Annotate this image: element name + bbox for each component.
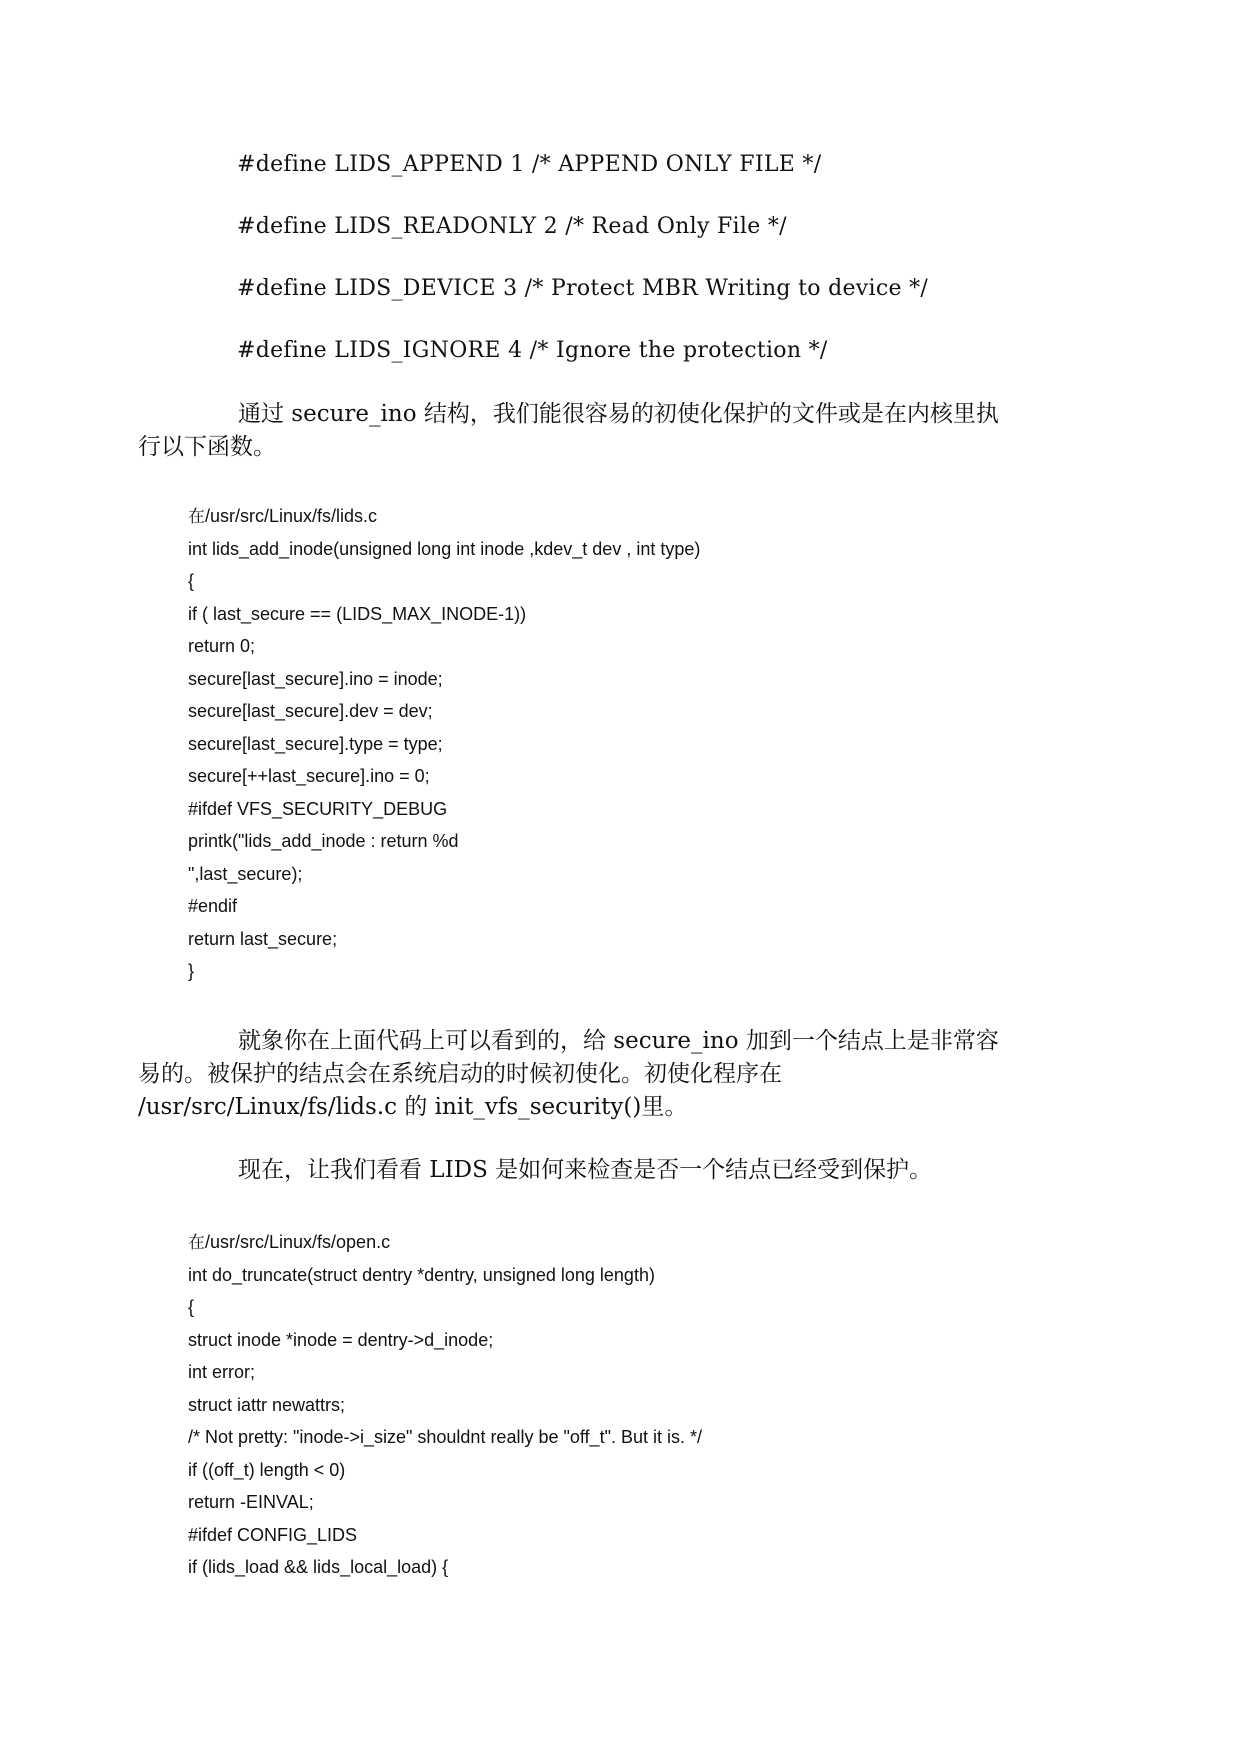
code-line: struct iattr newattrs;	[188, 1394, 346, 1415]
source-path: /usr/src/Linux/fs/lids.c	[205, 506, 378, 526]
code-line: return -EINVAL;	[188, 1492, 314, 1512]
source-prefix: 在	[188, 1233, 205, 1253]
code-line: #ifdef VFS_SECURITY_DEBUG	[188, 798, 448, 819]
define-block	[237, 150, 928, 398]
code-line: return last_secure;	[188, 928, 338, 949]
code-line: if (lids_load && lids_local_load) {	[188, 1557, 449, 1577]
code-block-lids	[188, 500, 700, 988]
source-path: /usr/src/Linux/fs/open.c	[205, 1232, 391, 1252]
code-line: if ( last_secure == (LIDS_MAX_INODE-1))	[188, 603, 527, 624]
code-line: struct inode *inode = dentry->d_inode;	[188, 1329, 494, 1350]
code-line: int lids_add_inode(unsigned long int inode ,kdev_t dev , int type)	[188, 538, 701, 559]
code-line: /* Not pretty: "inode->i_size" shouldnt really be "off_t". But it is. */	[188, 1427, 702, 1447]
source-prefix: 在	[188, 507, 205, 527]
code-line: if ((off_t) length < 0)	[188, 1459, 346, 1480]
define-line: #define LIDS_IGNORE 4 /* Ignore the protection */	[237, 338, 828, 363]
code-source-path	[188, 1226, 702, 1259]
paragraph-line: /usr/src/Linux/fs/lids.c 的 init_vfs_security()里。	[138, 1094, 688, 1120]
code-line: secure[last_secure].type = type;	[188, 733, 443, 754]
code-line: {	[188, 571, 195, 591]
code-line: secure[last_secure].ino = inode;	[188, 668, 443, 689]
code-line: int do_truncate(struct dentry *dentry, unsigned long length)	[188, 1264, 655, 1285]
define-line: #define LIDS_APPEND 1 /* APPEND ONLY FILE */	[237, 152, 822, 177]
paragraph-intro	[138, 398, 1058, 464]
paragraph-line: 现在，让我们看看 LIDS 是如何来检查是否一个结点已经受到保护。	[238, 1157, 933, 1183]
define-line: #define LIDS_DEVICE 3 /* Protect MBR Writing to device */	[237, 276, 929, 301]
code-line: #ifdef CONFIG_LIDS	[188, 1524, 358, 1545]
code-line: ",last_secure);	[188, 863, 303, 884]
paragraph-line: 通过 secure_ino 结构，我们能很容易的初使化保护的文件或是在内核里执	[238, 401, 999, 427]
paragraph-line: 行以下函数。	[138, 434, 276, 460]
code-line: }	[188, 961, 195, 981]
code-line: int error;	[188, 1362, 256, 1382]
code-line: secure[++last_secure].ino = 0;	[188, 766, 430, 786]
code-line: secure[last_secure].dev = dev;	[188, 701, 433, 721]
paragraph-line: 就象你在上面代码上可以看到的，给 secure_ino 加到一个结点上是非常容	[238, 1028, 999, 1054]
code-line: {	[188, 1297, 195, 1317]
paragraph-check	[188, 1154, 1058, 1187]
code-source-path	[188, 500, 700, 533]
paragraph-line: 易的。被保护的结点会在系统启动的时候初使化。初使化程序在	[138, 1061, 782, 1087]
code-block-open	[188, 1226, 702, 1584]
code-line: printk("lids_add_inode : return %d	[188, 831, 459, 851]
define-line: #define LIDS_READONLY 2 /* Read Only File */	[237, 214, 787, 239]
code-line: #endif	[188, 896, 238, 916]
code-line: return 0;	[188, 636, 256, 656]
paragraph-explanation	[138, 1025, 1058, 1124]
